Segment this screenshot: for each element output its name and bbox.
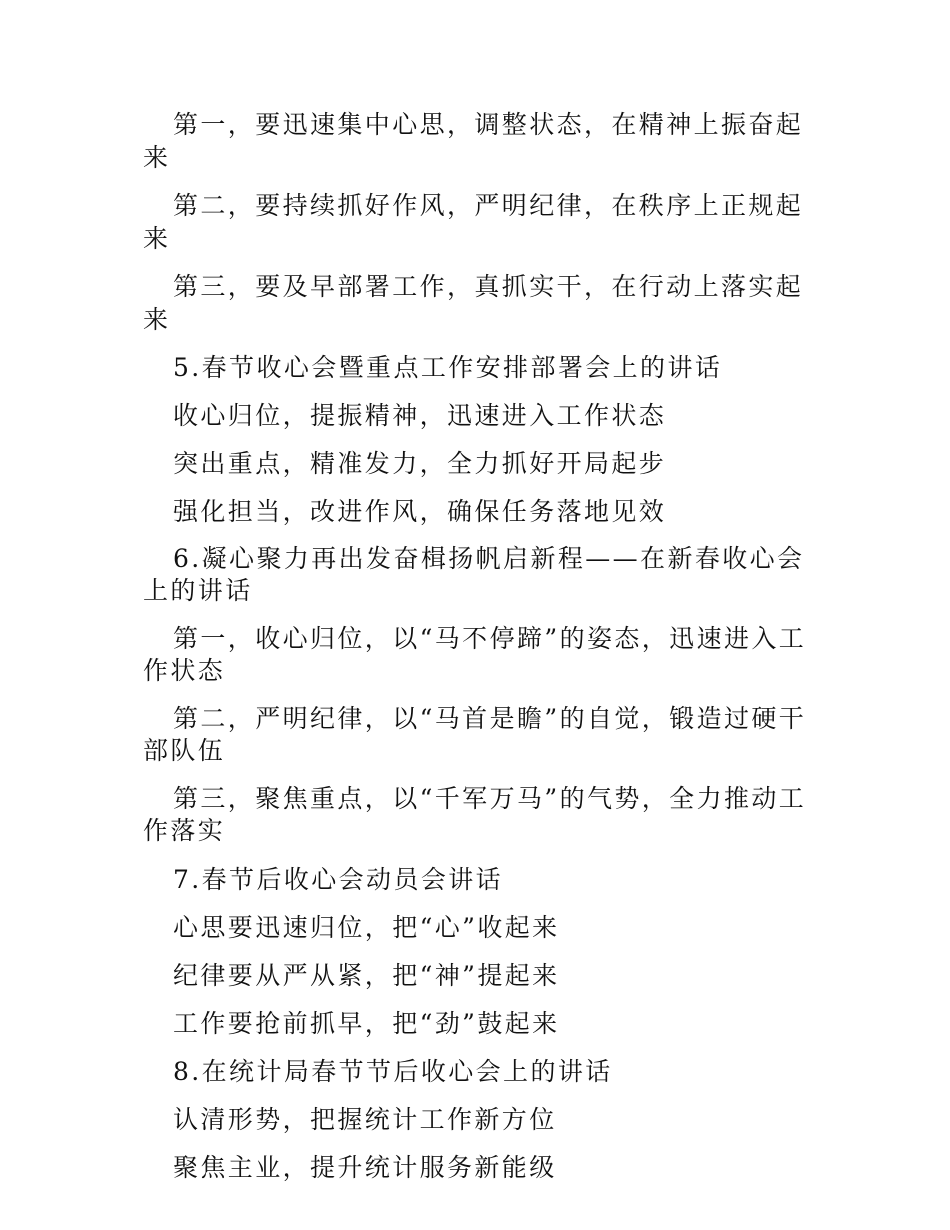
paragraph: 工作要抢前抓早，把“劲”鼓起来 [173, 1009, 560, 1038]
paragraph: 聚焦主业，提升统计服务新能级 [173, 1153, 557, 1182]
paragraph: 第三，聚焦重点，以“千军万马”的气势，全力推动工作落实 [143, 784, 807, 845]
paragraph: 纪律要从严从紧，把“神”提起来 [173, 961, 560, 990]
section-heading: 6.凝心聚力再出发奋楫扬帆启新程——在新春收心会上的讲话 [143, 544, 805, 605]
paragraph: 心思要迅速归位，把“心”收起来 [173, 913, 560, 942]
paragraph: 第二，严明纪律，以“马首是瞻”的自觉，锻造过硬干部队伍 [143, 704, 807, 765]
paragraph: 突出重点，精准发力，全力抓好开局起步 [173, 449, 667, 478]
section-heading: 7.春节后收心会动员会讲话 [173, 865, 504, 894]
paragraph: 收心归位，提振精神，迅速进入工作状态 [173, 401, 667, 430]
section-heading: 5.春节收心会暨重点工作安排部署会上的讲话 [173, 353, 723, 382]
paragraph: 强化担当，改进作风，确保任务落地见效 [173, 497, 667, 526]
paragraph: 第三，要及早部署工作，真抓实干，在行动上落实起来 [143, 272, 804, 334]
paragraph: 第二，要持续抓好作风，严明纪律，在秩序上正规起来 [143, 191, 804, 253]
section-heading: 8.在统计局春节节后收心会上的讲话 [173, 1057, 613, 1086]
document-body [143, 108, 811, 1199]
paragraph: 第一，要迅速集中心思，调整状态，在精神上振奋起来 [143, 110, 804, 172]
paragraph: 认清形势，把握统计工作新方位 [173, 1105, 557, 1134]
paragraph: 第一，收心归位，以“马不停蹄”的姿态，迅速进入工作状态 [143, 624, 807, 685]
